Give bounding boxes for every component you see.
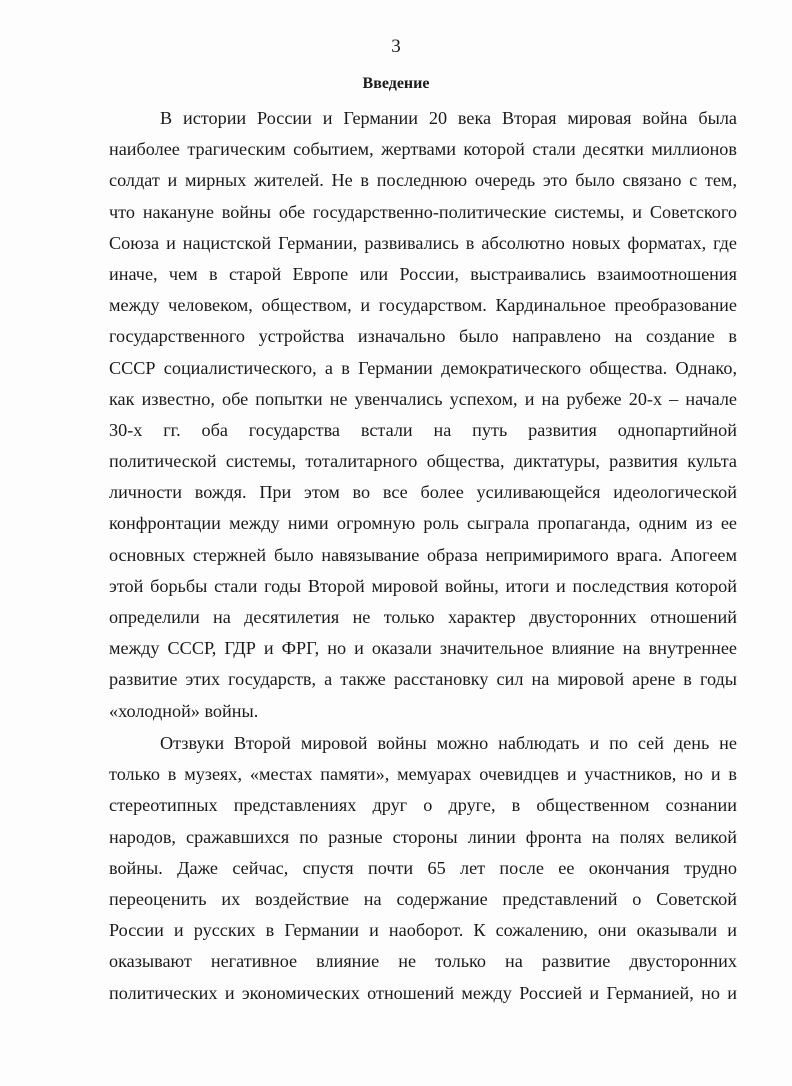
paragraph-line: России и русских в Германии и наоборот. К сожалению, они оказывали и	[109, 920, 737, 941]
paragraph-line: что накануне войны обе государственно-политические системы, и Советского	[109, 201, 737, 222]
section-title: Введение	[362, 75, 430, 92]
paragraph-line: конфронтации между ними огромную роль сыграла пропаганда, одним из ее	[109, 513, 737, 534]
paragraph-line: солдат и мирных жителей. Не в последнюю очередь это было связано с тем,	[109, 170, 737, 191]
paragraph-line: Союза и нацистской Германии, развивались в абсолютно новых форматах, где	[109, 232, 737, 253]
paragraph-line: переоценить их воздействие на содержание представлений о Советской	[109, 888, 737, 909]
paragraph-line: В истории России и Германии 20 века Вторая мировая война была	[160, 108, 737, 128]
paragraph-1	[109, 103, 737, 727]
paragraph-line: 30-х гг. оба государства встали на путь развития однопартийной	[109, 419, 737, 440]
paragraph-line: наиболее трагическим событием, жертвами которой стали десятки миллионов	[109, 139, 737, 160]
paragraph-line: Отзвуки Второй мировой войны можно наблюдать и по сей день не	[160, 733, 737, 753]
paragraph-line: личности вождя. При этом во все более усиливающейся идеологической	[109, 482, 737, 503]
paragraph-line: войны. Даже сейчас, спустя почти 65 лет после ее окончания трудно	[109, 857, 737, 878]
paragraph-line: развитие этих государств, а также расстановку сил на мировой арене в годы	[109, 669, 737, 690]
paragraph-line: государственного устройства изначально было направлено на создание в	[109, 326, 737, 347]
paragraph-line: основных стержней было навязывание образа непримиримого врага. Апогеем	[109, 544, 737, 565]
paragraph-line: определили на десятилетия не только характер двусторонних отношений	[109, 607, 737, 627]
paragraph-line: стереотипных представлениях друг о друге, в общественном сознании	[109, 795, 737, 816]
paragraph-line: этой борьбы стали годы Второй мировой войны, итоги и последствия которой	[109, 575, 737, 596]
paragraph-line: только в музеях, «местах памяти», мемуарах очевидцев и участников, но и в	[109, 764, 737, 785]
paragraph-line: как известно, обе попытки не увенчались успехом, и на рубеже 20-х – начале	[109, 388, 737, 409]
page-number: 3	[391, 36, 401, 57]
paragraph-2	[109, 728, 737, 1009]
paragraph-line: политических и экономических отношений между Россией и Германией, но и	[109, 982, 737, 1003]
paragraph-line: «холодной» войны.	[109, 700, 259, 721]
paragraph-line: иначе, чем в старой Европе или России, выстраивались взаимоотношения	[109, 263, 737, 284]
paragraph-line: оказывают негативное влияние не только на развитие двусторонних	[109, 951, 737, 972]
paragraph-line: между человеком, обществом, и государством. Кардинальное преобразование	[109, 295, 737, 316]
paragraph-line: народов, сражавшихся по разные стороны линии фронта на полях великой	[109, 826, 737, 847]
paragraph-line: политической системы, тоталитарного общества, диктатуры, развития культа	[109, 451, 737, 472]
paragraph-line: между СССР, ГДР и ФРГ, но и оказали значительное влияние на внутреннее	[109, 638, 737, 659]
paragraph-line: СССР социалистического, а в Германии демократического общества. Однако,	[109, 357, 737, 378]
